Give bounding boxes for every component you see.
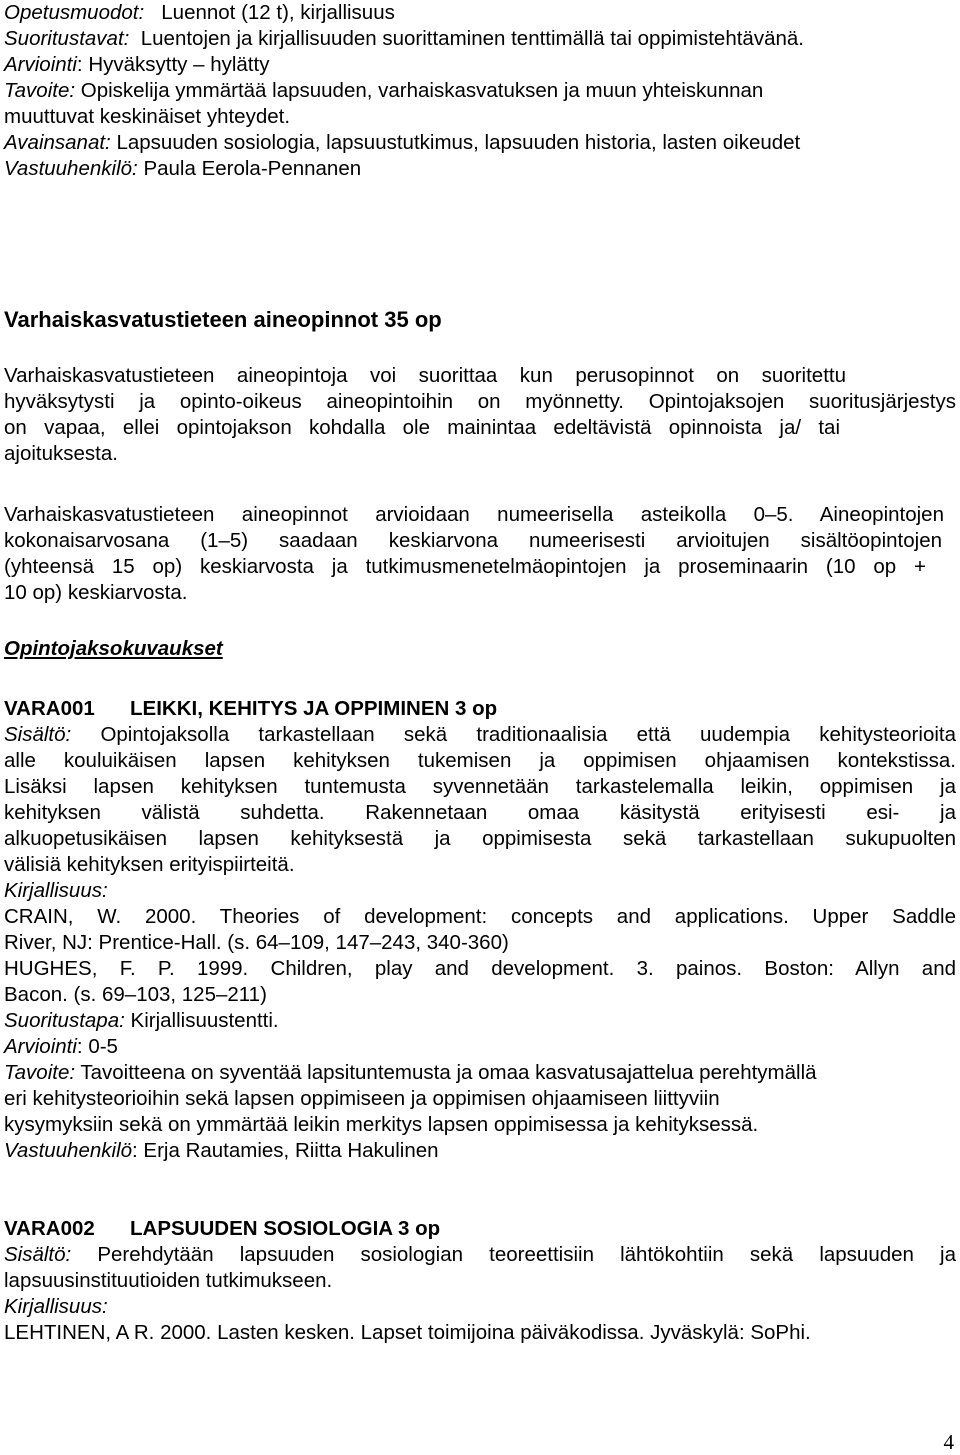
paragraph-line: (yhteensä 15 op) keskiarvosta ja tutkimusmenetelmäopintojen ja proseminaarin (10 op + <box>4 555 926 578</box>
suoritustavat-value: Luentojen ja kirjallisuuden suorittaminen tenttimällä tai oppimistehtävänä. <box>140 27 804 50</box>
paragraph-line: on vapaa, ellei opintojakson kohdalla ole mainintaa edeltävistä opinnoista ja/ tai <box>4 416 840 439</box>
sisalto-label: Sisältö: <box>4 723 72 746</box>
reference-line: CRAIN, W. 2000. Theories of development: concepts and applications. Upper Saddle <box>4 905 956 928</box>
course-code: VARA001 <box>4 697 95 720</box>
vastuuhenkilo-row <box>4 1138 956 1164</box>
arviointi-label: Arviointi <box>4 1035 77 1058</box>
opetusmuodot-row <box>4 0 956 26</box>
course-title <box>4 1216 956 1242</box>
arviointi-row <box>4 1034 956 1060</box>
arviointi-value: : 0-5 <box>76 1035 118 1058</box>
sisalto-text: Perehdytään lapsuuden sosiologian teoreettisiin lähtökohtiin sekä lapsuuden ja <box>97 1243 957 1266</box>
section-paragraph-1 <box>4 363 956 467</box>
suoritustapa-row <box>4 1008 956 1034</box>
section-paragraph-2 <box>4 502 956 606</box>
arviointi-row <box>4 52 956 78</box>
sisalto-label: Sisältö: <box>4 1243 72 1266</box>
suoritustapa-label: Suoritustapa: <box>4 1009 125 1032</box>
course-name: LAPSUUDEN SOSIOLOGIA 3 op <box>130 1217 441 1240</box>
opintojaksokuvaukset-wrap <box>4 636 956 662</box>
sisalto-line-3: Lisäksi lapsen kehityksen tuntemusta syvennetään tarkastelemalla leikin, oppimisen ja <box>4 775 956 798</box>
sisalto-line-4: kehityksen välistä suhdetta. Rakennetaan omaa käsitystä erityisesti esi- ja <box>4 801 956 824</box>
sisalto-text: Opintojaksolla tarkastellaan sekä traditionaalisia että uudempia kehitysteorioita <box>100 723 956 746</box>
paragraph-line: Varhaiskasvatustieteen aineopintoja voi suorittaa kun perusopinnot on suoritettu <box>4 364 846 387</box>
sisalto-line-2: alle kouluikäisen lapsen kehityksen tukemisen ja oppimisen ohjaamisen kontekstissa. <box>4 749 956 772</box>
tavoite-label: Tavoite: <box>4 79 76 102</box>
section-heading: Varhaiskasvatustieteen aineopinnot 35 op <box>4 307 442 332</box>
tavoite-continued: muuttuvat keskinäiset yhteydet. <box>4 105 291 128</box>
kirjallisuus-label: Kirjallisuus: <box>4 879 108 902</box>
sisalto-line-5: alkuopetusikäisen lapsen kehityksestä ja oppimisesta sekä tarkastellaan sukupuolten <box>4 827 956 850</box>
tavoite-line-1 <box>4 1060 956 1086</box>
course-vara002 <box>4 1216 956 1346</box>
arviointi-label: Arviointi <box>4 53 77 76</box>
vastuuhenkilo-label: Vastuuhenkilö <box>4 1139 133 1162</box>
reference-line: HUGHES, F. P. 1999. Children, play and development. 3. painos. Boston: Allyn and <box>4 957 956 980</box>
sisalto-line-1 <box>4 722 956 748</box>
suoritustavat-row <box>4 26 956 52</box>
tavoite-line-2: eri kehitysteorioihin sekä lapsen oppimiseen ja oppimisen ohjaamiseen liittyviin <box>4 1087 720 1110</box>
paragraph-line: Varhaiskasvatustieteen aineopinnot arvioidaan numeerisella asteikolla 0–5. Aineopintojen <box>4 503 944 526</box>
reference-line: River, NJ: Prentice-Hall. (s. 64–109, 147–243, 340-360) <box>4 931 509 954</box>
tavoite-label: Tavoite: <box>4 1061 76 1084</box>
sisalto-line-1 <box>4 1242 956 1268</box>
page-number: 4 <box>943 1430 954 1454</box>
kirjallisuus-label: Kirjallisuus: <box>4 1295 108 1318</box>
reference-line: LEHTINEN, A R. 2000. Lasten kesken. Lapset toimijoina päiväkodissa. Jyväskylä: SoPhi. <box>4 1321 811 1344</box>
course-info-block <box>4 0 956 182</box>
opetusmuodot-value: Luennot (12 t), kirjallisuus <box>161 1 395 24</box>
suoritustavat-label: Suoritustavat: <box>4 27 130 50</box>
opetusmuodot-label: Opetusmuodot: <box>4 1 145 24</box>
paragraph-line: 10 op) keskiarvosta. <box>4 581 188 604</box>
vastuuhenkilo-value: Paula Eerola-Pennanen <box>143 157 362 180</box>
vastuuhenkilo-label: Vastuuhenkilö: <box>4 157 138 180</box>
sisalto-line-2: lapsuusinstituutioiden tutkimukseen. <box>4 1269 333 1292</box>
sisalto-line-6: välisiä kehityksen erityispiirteitä. <box>4 853 295 876</box>
tavoite-line-3: kysymyksiin sekä on ymmärtää leikin merkitys lapsen oppimisessa ja kehityksessä. <box>4 1113 759 1136</box>
tavoite-row <box>4 78 956 104</box>
paragraph-line: kokonaisarvosana (1–5) saadaan keskiarvona numeerisesti arvioitujen sisältöopintojen <box>4 529 942 552</box>
avainsanat-value: Lapsuuden sosiologia, lapsuustutkimus, lapsuuden historia, lasten oikeudet <box>116 131 801 154</box>
vastuuhenkilo-row <box>4 156 956 182</box>
opintojaksokuvaukset-heading: Opintojaksokuvaukset <box>4 637 223 660</box>
avainsanat-label: Avainsanat: <box>4 131 111 154</box>
course-title <box>4 696 956 722</box>
tavoite-value: Opiskelija ymmärtää lapsuuden, varhaiskasvatuksen ja muun yhteiskunnan <box>80 79 764 102</box>
vastuuhenkilo-value: : Erja Rautamies, Riitta Hakulinen <box>132 1139 439 1162</box>
reference-line: Bacon. (s. 69–103, 125–211) <box>4 983 267 1006</box>
course-code: VARA002 <box>4 1217 95 1240</box>
paragraph-line: ajoituksesta. <box>4 442 118 465</box>
arviointi-value: : Hyväksytty – hylätty <box>76 53 270 76</box>
paragraph-line: hyväksytysti ja opinto-oikeus aineopintoihin on myönnetty. Opintojaksojen suoritusjärjestys <box>4 390 956 413</box>
tavoite-text: Tavoitteena on syventää lapsituntemusta ja omaa kasvatusajattelua perehtymällä <box>80 1061 817 1084</box>
suoritustapa-value: Kirjallisuustentti. <box>130 1009 279 1032</box>
avainsanat-row <box>4 130 956 156</box>
course-name: LEIKKI, KEHITYS JA OPPIMINEN 3 op <box>130 697 498 720</box>
course-vara001 <box>4 696 956 1164</box>
